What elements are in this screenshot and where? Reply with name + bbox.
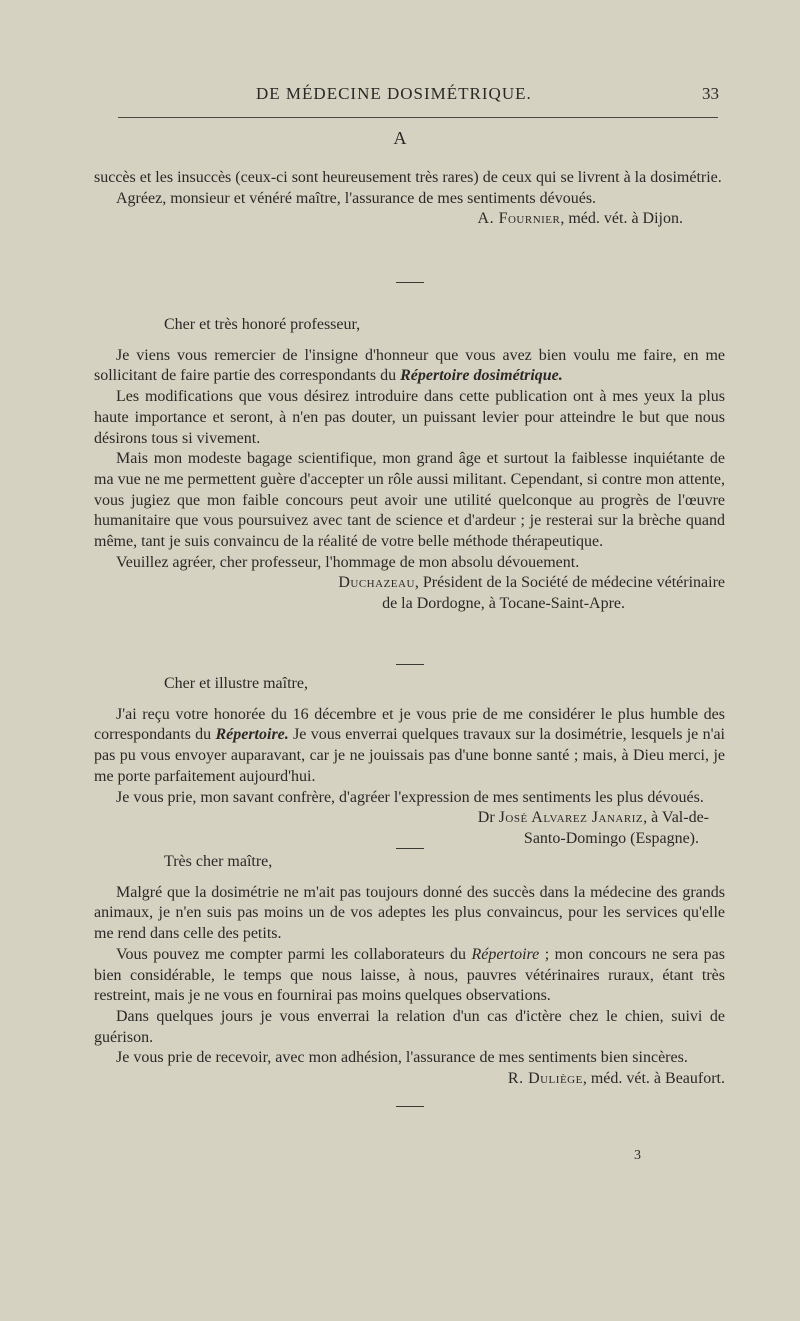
signer-details-line-2: de la Dordogne, à Tocane-Saint-Apre. xyxy=(382,595,625,613)
separator-rule xyxy=(396,282,424,283)
header-rule xyxy=(118,117,718,118)
letter-salutation: Cher et illustre maître, xyxy=(164,675,308,692)
letter-closing: Veuillez agréer, cher professeur, l'hommage de mon absolu dévouement. xyxy=(116,553,580,571)
journal-title: Répertoire xyxy=(471,945,540,963)
letter-paragraph: Les modifications que vous désirez introduire dans cette publication ont à mes yeux la plus haute importance et seront, à n'en pas douter, un puissant levier pour atteindre le but que nous désirons tous si vivement. xyxy=(94,388,725,447)
paragraph-text: Vous pouvez me compter parmi les collaborateurs du xyxy=(116,945,472,963)
letter-signature xyxy=(94,808,725,829)
paragraph-text: Je vous enverrai quelques travaux sur la dosimétrie, lesquels je n'ai pas pu vous envoyer auparavant, car je ne jouissais pas d'une bonne santé ; mais, à Dieu merci, je me porte parfaitement aujourd'hui. xyxy=(94,726,725,785)
paragraph-text: ; mon concours ne sera pas bien considérable, le temps que nous laisse, à nous, pauvres vétérinaires ruraux, étant très restreint, mais je ne vous en fournirai pas moins quelques observations. xyxy=(94,945,725,1005)
letter-paragraph: Dans quelques jours je vous enverrai la relation d'un cas d'ictère chez le chien, suivi de guérison. xyxy=(94,1007,725,1046)
signer-details: , Président de la Société de médecine vétérinaire xyxy=(414,574,725,592)
page-number: 33 xyxy=(702,84,719,103)
signer-name: Duchazeau xyxy=(338,574,415,592)
signer-name: R. Duliège xyxy=(507,1070,583,1088)
letter-signature xyxy=(94,573,725,594)
letter-salutation: Cher et très honoré professeur, xyxy=(164,316,361,333)
letter-signature xyxy=(94,209,725,230)
signer-name: A. Fournier xyxy=(477,210,561,228)
letter-fournier xyxy=(94,168,725,230)
signer-details-line-2: Santo-Domingo (Espagne). xyxy=(523,829,699,847)
letter-paragraph xyxy=(94,346,725,387)
letter-closing: Agréez, monsieur et vénéré maître, l'assurance de mes sentiments dévoués. xyxy=(116,189,597,207)
letter-signature xyxy=(94,1069,725,1090)
letter-paragraph: Mais mon modeste bagage scientifique, mon grand âge et surtout la faiblesse inquiétante de ma vue ne me permettent guère d'accepter un rôle aussi militant. Cependant, si contre mon attente, vous jugiez que mon faible concours peut avoir une utilité quelconque au progrès de l'œuvre humanitaire que vous poursuivez avec tant de science et d'ardeur ; je resterai sur la brèche quand même, tant je suis convaincu de la réalité de votre belle méthode thérapeutique. xyxy=(94,450,725,551)
letter-alvarez-janariz xyxy=(94,674,725,850)
running-title: DE MÉDECINE DOSIMÉTRIQUE. xyxy=(256,84,532,103)
paragraph-text: J'ai reçu votre honorée du 16 décembre et je vous prie de me considérer le plus humble des correspondants du xyxy=(94,705,725,744)
separator-rule xyxy=(396,664,424,665)
letter-duliege xyxy=(94,852,725,1090)
sheet-number: 3 xyxy=(634,1148,641,1163)
letter-paragraph: Je vous prie de recevoir, avec mon adhésion, l'assurance de mes sentiments bien sincères. xyxy=(116,1049,688,1067)
journal-title: Répertoire dosimétrique. xyxy=(400,367,563,385)
letter-paragraph xyxy=(94,705,725,788)
signer-name: José Alvarez Janariz xyxy=(498,809,644,827)
separator-rule xyxy=(396,1106,424,1107)
running-head xyxy=(0,84,800,114)
signature-mark: A xyxy=(393,128,407,148)
letter-duchazeau xyxy=(94,315,725,615)
signer-title: Dr xyxy=(477,809,495,827)
signer-details: , méd. vét. à Dijon. xyxy=(560,210,683,228)
letter-closing: Je vous prie, mon savant confrère, d'agréer l'expression de mes sentiments les plus dévoués. xyxy=(116,788,704,806)
paragraph-text: Je viens vous remercier de l'insigne d'honneur que vous avez bien voulu me faire, en me sollicitant de faire partie des correspondants du xyxy=(94,346,725,385)
letter-salutation: Très cher maître, xyxy=(164,853,273,870)
signer-details: , à Val-de- xyxy=(643,809,709,827)
journal-title: Répertoire. xyxy=(215,726,289,744)
letter-body: succès et les insuccès (ceux-ci sont heureusement très rares) de ceux qui se livrent à la dosimétrie. xyxy=(94,169,722,186)
signer-details: , méd. vét. à Beaufort. xyxy=(582,1070,725,1088)
letter-paragraph xyxy=(94,945,725,1007)
letter-paragraph: Malgré que la dosimétrie ne m'ait pas toujours donné des succès dans la médecine des grands animaux, je n'en suis pas moins un de vos adeptes les plus convaincus, pour les services qu'elle me rend dans celle des petits. xyxy=(94,883,725,943)
separator-rule xyxy=(396,848,424,849)
